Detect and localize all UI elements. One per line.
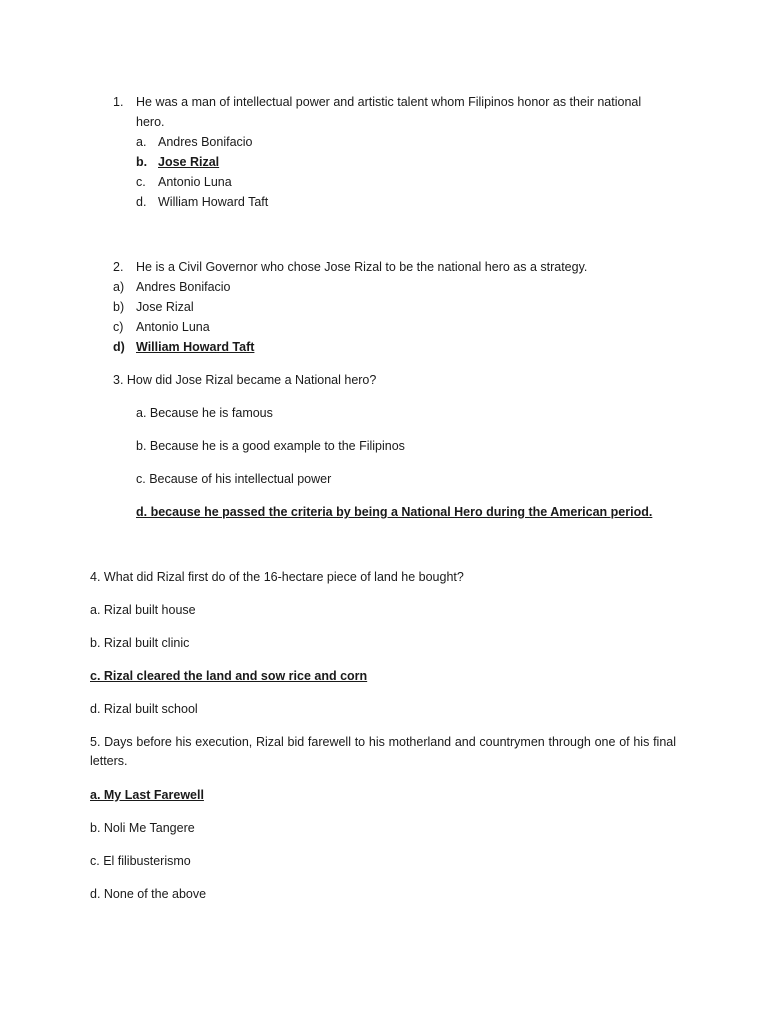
q2-option-a: Andres Bonifacio <box>136 280 231 294</box>
q2-option-b-letter: b) <box>113 300 125 314</box>
q2-option-b: Jose Rizal <box>136 300 194 314</box>
q1-option-a: Andres Bonifacio <box>158 135 253 149</box>
q3-option-c: c. Because of his intellectual power <box>136 472 332 486</box>
q4-text: 4. What did Rizal first do of the 16-hectare piece of land he bought? <box>90 570 464 584</box>
q2-text: He is a Civil Governor who chose Jose Rizal to be the national hero as a strategy. <box>136 260 588 274</box>
q4-option-a: a. Rizal built house <box>90 603 196 617</box>
q1-number: 1. <box>113 95 124 109</box>
q5-option-a-answer: a. My Last Farewell <box>90 788 204 802</box>
q2-option-c: Antonio Luna <box>136 320 210 334</box>
q2-option-a-letter: a) <box>113 280 125 294</box>
q1-option-c: Antonio Luna <box>158 175 232 189</box>
q1-option-b-letter: b. <box>136 155 148 169</box>
q1-option-b-answer: Jose Rizal <box>158 155 220 169</box>
q1-option-c-letter: c. <box>136 175 146 189</box>
q1-text-line2: hero. <box>136 115 165 129</box>
q3-option-b: b. Because he is a good example to the Filipinos <box>136 439 405 453</box>
q3-option-d-answer: d. because he passed the criteria by being a National Hero during the American period. <box>136 505 653 519</box>
q3-text: 3. How did Jose Rizal became a National hero? <box>113 373 377 387</box>
q5-option-b: b. Noli Me Tangere <box>90 821 195 835</box>
q1-option-d: William Howard Taft <box>158 195 269 209</box>
q5-option-d: d. None of the above <box>90 887 207 901</box>
q2-option-d-answer: William Howard Taft <box>136 340 255 354</box>
q2-option-c-letter: c) <box>113 320 124 334</box>
q4-option-d: d. Rizal built school <box>90 702 198 716</box>
q2-number: 2. <box>113 260 124 274</box>
q4-option-c-answer: c. Rizal cleared the land and sow rice and corn <box>90 669 368 683</box>
q1-option-a-letter: a. <box>136 135 147 149</box>
q2-option-d-letter: d) <box>113 340 125 354</box>
q1-option-d-letter: d. <box>136 195 147 209</box>
q3-option-a: a. Because he is famous <box>136 406 273 420</box>
q1-text-line1: He was a man of intellectual power and artistic talent whom Filipinos honor as their national <box>136 95 642 109</box>
q5-text: 5. Days before his execution, Rizal bid farewell to his motherland and countrymen through one of his final letters. <box>90 735 676 768</box>
q4-option-b: b. Rizal built clinic <box>90 636 190 650</box>
q5-option-c: c. El filibusterismo <box>90 854 191 868</box>
